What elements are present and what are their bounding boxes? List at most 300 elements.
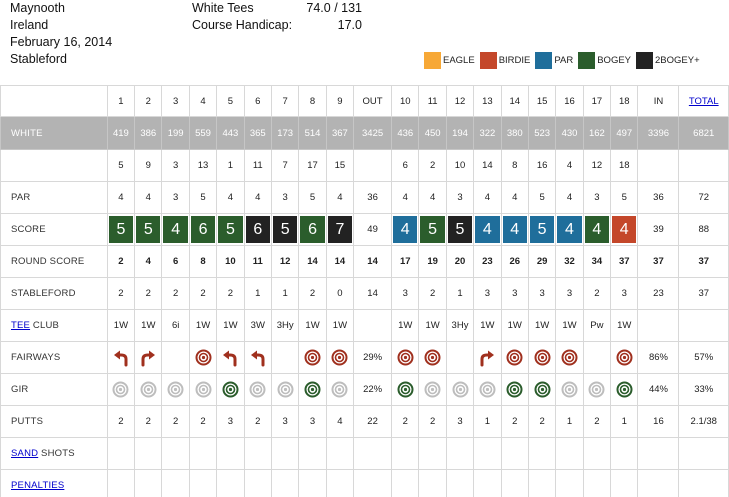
legend-label: PAR [554,55,574,66]
hole-value: 5 [107,150,134,182]
handicap-label [1,150,108,182]
hole-value [107,470,134,497]
gir-miss-icon [479,384,496,395]
out-value [354,310,392,342]
hole-value: 2 [217,278,244,310]
hole-number: 13 [474,86,501,117]
hole-value [326,342,353,374]
hole-value: 1 [474,406,501,438]
hole-value [299,374,326,406]
hole-value [162,470,189,497]
out-value: 14 [354,246,392,278]
hole-value [392,342,419,374]
hole-number: 14 [501,86,528,117]
hole-value: 4 [419,182,446,214]
hole-value: 2 [419,406,446,438]
hole-value [419,438,446,470]
legend-item-par [535,52,573,69]
legend-swatch [535,52,552,69]
stableford-row [1,278,729,310]
hole-value: 4 [501,182,528,214]
hole-value: 16 [528,150,555,182]
hole-score [583,214,610,246]
total-value: 37 [679,278,729,310]
gir-hit-icon [304,384,321,395]
hole-value [217,342,244,374]
hole-value [271,342,298,374]
hole-value: 23 [474,246,501,278]
score-legend [424,52,705,69]
hole-value: 17 [299,150,326,182]
hole-value [189,342,216,374]
gir-miss-icon [561,384,578,395]
hole-value: 34 [583,246,610,278]
hole-value: 2 [528,406,555,438]
hole-value [162,438,189,470]
hole-value [217,374,244,406]
hole-number: 7 [271,86,298,117]
hole-value [244,470,271,497]
hole-value: 322 [474,117,501,150]
total-value: 2.1/38 [679,406,729,438]
hole-value [135,438,162,470]
sand-shots-link[interactable]: SAND [11,448,39,459]
hole-value [244,342,271,374]
sand-shots-row [1,438,729,470]
hole-value: 32 [556,246,583,278]
legend-item-2bogey [636,52,700,69]
score-box-bogey: 4 [163,216,187,243]
fairways-row [1,342,729,374]
hole-score [326,214,353,246]
score-box-bogey: 6 [191,216,215,243]
total-link[interactable]: TOTAL [688,95,719,107]
score-box-par: 4 [557,216,581,243]
hole-number: 5 [217,86,244,117]
hole-value: 6 [392,150,419,182]
hole-value: 0 [326,278,353,310]
hole-value [326,438,353,470]
sand-shots-label [1,438,108,470]
hole-score [501,214,528,246]
hole-score [419,214,446,246]
hole-value: Pw [583,310,610,342]
hole-number: 10 [392,86,419,117]
gir-hit-icon [506,384,523,395]
score-box-double: 5 [273,216,297,243]
hole-value [392,438,419,470]
hole-value: 1W [419,310,446,342]
hole-value [392,470,419,497]
white-tees-row-label: WHITE [1,117,108,150]
hole-value: 523 [528,117,555,150]
hole-value [528,470,555,497]
hole-value: 13 [189,150,216,182]
hole-value: 430 [556,117,583,150]
total-header [679,86,729,117]
stableford-row-label: STABLEFORD [1,278,108,310]
hole-value: 3 [271,182,298,214]
hole-value: 26 [501,246,528,278]
score-box-bogey: 5 [420,216,444,243]
hole-value [107,374,134,406]
hole-value: 4 [474,182,501,214]
hole-score [446,214,473,246]
hole-value: 9 [135,150,162,182]
hole-value: 3 [446,406,473,438]
hole-value: 2 [583,406,610,438]
total-score: 88 [679,214,729,246]
hole-value [611,438,638,470]
hole-value [244,438,271,470]
hole-value: 4 [107,182,134,214]
hole-value: 4 [556,182,583,214]
hole-value [419,342,446,374]
fairway-hit-icon [424,352,441,363]
hole-value: 1W [501,310,528,342]
hole-value: 1 [556,406,583,438]
total-value: 6821 [679,117,729,150]
hole-value: 3 [583,182,610,214]
hole-value: 10 [446,150,473,182]
fairway-hit-icon [304,352,321,363]
gir-miss-icon [167,384,184,395]
hole-value: 2 [583,278,610,310]
hole-value: 20 [446,246,473,278]
hole-value [419,374,446,406]
hole-value: 2 [419,278,446,310]
total-value [679,310,729,342]
hole-value: 194 [446,117,473,150]
round-score-row-label: ROUND SCORE [1,246,108,278]
gir-hit-icon [534,384,551,395]
par-row-label: PAR [1,182,108,214]
score-box-double: 7 [328,216,352,243]
fairway-hit-icon [331,352,348,363]
hole-value [107,438,134,470]
course-country: Ireland [10,18,49,32]
hole-value: 1 [244,278,271,310]
hole-value: 1W [556,310,583,342]
fairway-hit-icon [195,352,212,363]
hole-value: 19 [419,246,446,278]
hole-value: 497 [611,117,638,150]
fairway-miss-left-icon [221,352,239,363]
legend-swatch [636,52,653,69]
hole-number: 9 [326,86,353,117]
score-box-bogey: 6 [300,216,324,243]
hole-value [638,438,679,470]
in-value: 44% [638,374,679,406]
score-box-birdie: 4 [612,216,636,243]
legend-swatch [424,52,441,69]
hole-value: 4 [556,150,583,182]
score-box-par: 4 [475,216,499,243]
hole-number: 15 [528,86,555,117]
legend-label: EAGLE [443,55,475,66]
gir-row-label: GIR [1,374,108,406]
hole-number: 12 [446,86,473,117]
sand-shots-label-text: SHOTS [38,448,75,459]
hole-value: 365 [244,117,271,150]
legend-item-eagle [424,52,475,69]
hole-value [583,374,610,406]
score-box-double: 6 [246,216,270,243]
score-box-bogey: 5 [136,216,160,243]
hole-value [162,342,189,374]
hole-value: 1W [474,310,501,342]
hole-score [135,214,162,246]
in-value [638,310,679,342]
handicap-row [1,150,729,182]
hole-value [474,342,501,374]
hole-value [107,342,134,374]
legend-label: 2BOGEY+ [655,55,700,66]
in-header: IN [638,86,679,117]
putts-row-label: PUTTS [1,406,108,438]
hole-value: 2 [244,406,271,438]
hole-value [135,470,162,497]
hole-value [326,470,353,497]
hole-value [528,342,555,374]
gir-miss-icon [452,384,469,395]
gir-hit-icon [222,384,239,395]
hole-value: 1W [189,310,216,342]
hole-value [271,470,298,497]
hole-value: 3 [271,406,298,438]
hole-value: 2 [107,406,134,438]
hole-value: 436 [392,117,419,150]
out-value: 22 [354,406,392,438]
hole-value [326,374,353,406]
out-score: 49 [354,214,392,246]
hole-number: 4 [189,86,216,117]
handicap-value: 17.0 [337,18,362,32]
tees-rating: 74.0 / 131 [306,1,362,15]
hole-value: 162 [583,117,610,150]
hole-value: 1W [299,310,326,342]
course-name: Maynooth [10,1,65,15]
score-box-par: 4 [393,216,417,243]
in-value: 23 [638,278,679,310]
hole-value: 173 [271,117,298,150]
hole-value: 2 [501,406,528,438]
hole-value: 3 [162,182,189,214]
hole-value [392,374,419,406]
hole-value: 14 [299,246,326,278]
hole-value: 450 [419,117,446,150]
hole-value [556,374,583,406]
out-value [354,150,392,182]
hole-value [217,470,244,497]
hole-value: 7 [271,150,298,182]
hole-value: 3 [446,182,473,214]
hole-score [556,214,583,246]
score-box-bogey: 4 [585,216,609,243]
tee-link[interactable]: TEE [11,320,31,331]
hole-value [474,374,501,406]
hole-value: 380 [501,117,528,150]
hole-value [162,374,189,406]
penalties-link[interactable]: PENALTIES [11,480,65,491]
score-box-par: 4 [503,216,527,243]
hole-value: 6 [162,246,189,278]
hole-value [299,470,326,497]
score-box-par: 5 [530,216,554,243]
hole-value [611,374,638,406]
fairway-hit-icon [506,352,523,363]
hole-value: 10 [217,246,244,278]
hole-number: 8 [299,86,326,117]
out-value: 14 [354,278,392,310]
hole-number: 18 [611,86,638,117]
out-value: 22% [354,374,392,406]
out-value: 29% [354,342,392,374]
hole-value [556,470,583,497]
hole-value: 4 [326,182,353,214]
handicap-label: Course Handicap: [192,18,293,32]
hole-value [528,374,555,406]
hole-value: 11 [244,246,271,278]
out-value: 36 [354,182,392,214]
tee-club-row [1,310,729,342]
hole-value [556,342,583,374]
hole-value: 8 [189,246,216,278]
hole-value: 2 [392,406,419,438]
hole-score [474,214,501,246]
hole-value: 4 [326,406,353,438]
round-info [10,0,112,68]
fairway-miss-left-icon [249,352,267,363]
scorecard-table [0,85,729,497]
hole-value [299,438,326,470]
fairway-hit-icon [534,352,551,363]
hole-value: 2 [162,406,189,438]
total-value: 72 [679,182,729,214]
round-date: February 16, 2014 [10,35,113,49]
round-score-row [1,246,729,278]
hole-value: 4 [135,246,162,278]
fairway-miss-right-icon [478,352,496,363]
hole-value [638,470,679,497]
hole-number: 2 [135,86,162,117]
hole-value: 2 [299,278,326,310]
hole-value: 5 [528,182,555,214]
legend-item-birdie [480,52,531,69]
hole-value: 3 [501,278,528,310]
hole-value [419,470,446,497]
hole-value: 12 [583,150,610,182]
hole-value [446,374,473,406]
hole-value: 2 [107,246,134,278]
in-value [638,150,679,182]
hole-value: 3 [474,278,501,310]
gir-miss-icon [249,384,266,395]
out-header: OUT [354,86,392,117]
total-value: 37 [679,246,729,278]
tee-label [1,310,108,342]
hole-number: 11 [419,86,446,117]
hole-value: 514 [299,117,326,150]
hole-value: 4 [217,182,244,214]
hole-value [679,438,729,470]
par-row [1,182,729,214]
hole-value: 2 [189,406,216,438]
hole-value [189,470,216,497]
hole-score [299,214,326,246]
hole-value: 3 [611,278,638,310]
hole-value: 3 [556,278,583,310]
hole-value: 2 [107,278,134,310]
hole-value: 4 [135,182,162,214]
hole-value [271,374,298,406]
hole-value [244,374,271,406]
legend-label: BIRDIE [498,55,531,66]
score-row [1,214,729,246]
gir-miss-icon [277,384,294,395]
hole-value: 4 [392,182,419,214]
gir-row [1,374,729,406]
in-value: 37 [638,246,679,278]
hole-value: 5 [189,182,216,214]
hole-value: 1W [217,310,244,342]
gir-miss-icon [331,384,348,395]
tees-label: White Tees [192,1,254,15]
in-value: 86% [638,342,679,374]
fairway-hit-icon [616,352,633,363]
hole-value: 2 [162,278,189,310]
hole-value: 3 [217,406,244,438]
hole-value [474,470,501,497]
hole-value [556,438,583,470]
in-score: 39 [638,214,679,246]
tee-label-text: CLUB [30,320,60,331]
out-value: 3425 [354,117,392,150]
putts-row [1,406,729,438]
hole-value: 3W [244,310,271,342]
hole-value [501,374,528,406]
hole-value: 4 [244,182,271,214]
hole-value [135,342,162,374]
hole-score [271,214,298,246]
hole-score [392,214,419,246]
hole-score [217,214,244,246]
hole-value: 443 [217,117,244,150]
gir-hit-icon [397,384,414,395]
total-value [679,150,729,182]
total-value: 57% [679,342,729,374]
in-value: 3396 [638,117,679,150]
hole-value [528,438,555,470]
score-box-double: 5 [448,216,472,243]
in-value: 16 [638,406,679,438]
hole-value: 12 [271,246,298,278]
hole-score [611,214,638,246]
hole-value: 1W [392,310,419,342]
hole-value: 3 [162,150,189,182]
hole-value [135,374,162,406]
hole-value: 6i [162,310,189,342]
hole-value [189,374,216,406]
hole-value [217,438,244,470]
hole-score [244,214,271,246]
hole-number: 6 [244,86,271,117]
hole-value: 3Hy [446,310,473,342]
legend-swatch [578,52,595,69]
hole-value: 2 [135,278,162,310]
hole-value [501,342,528,374]
hole-value [583,342,610,374]
